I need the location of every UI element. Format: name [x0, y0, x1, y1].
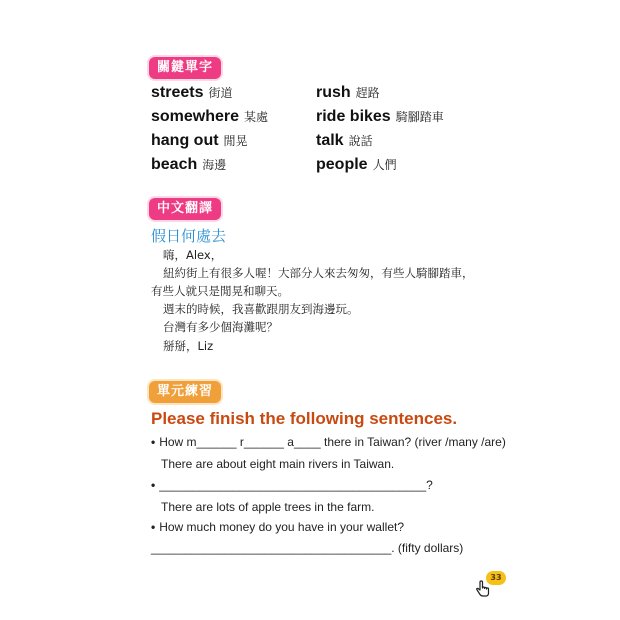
vocab-meaning: 某處 — [244, 110, 269, 124]
bullet: • — [151, 520, 156, 534]
vocab-item — [151, 130, 248, 154]
vocab-item — [151, 106, 268, 130]
vocab-meaning: 趕路 — [355, 86, 380, 100]
vocab-word: streets — [151, 84, 204, 101]
vocab-word: people — [316, 156, 368, 173]
vocab-word: talk — [316, 132, 344, 149]
vocab-section-label: 關鍵單字 — [149, 57, 221, 79]
bullet: • — [151, 478, 156, 492]
translation-line: 紐約街上有很多人喔！大部分人來去匆匆，有些人騎腳踏車， — [163, 266, 474, 280]
translation-line: 有些人就只是閒晃和聊天。 — [151, 284, 289, 298]
translation-line: 嗨，Alex， — [163, 248, 223, 262]
vocab-meaning: 說話 — [348, 134, 373, 148]
translation-section-label: 中文翻譯 — [149, 198, 221, 220]
vocab-meaning: 街道 — [208, 86, 233, 100]
vocab-word: rush — [316, 84, 351, 101]
vocab-word: hang out — [151, 132, 219, 149]
exercise-answer: ____________________________________. (fifty dollars) — [151, 541, 464, 555]
translation-line: 週末的時候，我喜歡跟朋友到海邊玩。 — [163, 302, 359, 316]
vocab-word: somewhere — [151, 108, 240, 125]
exercise-question — [151, 520, 404, 534]
question-text: ________________________________________? — [159, 478, 433, 492]
translation-line: 台灣有多少個海灘呢？ — [163, 320, 278, 334]
vocab-item — [316, 82, 380, 106]
vocab-meaning: 閒晃 — [223, 134, 248, 148]
vocab-word: ride bikes — [316, 108, 391, 125]
vocab-meaning: 人們 — [372, 158, 397, 172]
translation-line: 掰掰，Liz — [163, 339, 214, 353]
page-number: 33 — [486, 571, 506, 585]
exercise-title: Please finish the following sentences. — [151, 409, 458, 428]
vocab-meaning: 海邊 — [202, 158, 227, 172]
translation-title: 假日何處去 — [151, 227, 227, 245]
vocab-item — [316, 130, 373, 154]
question-text: How m______ r______ a____ there in Taiwan? (river /many /are) — [159, 435, 506, 449]
bullet: • — [151, 435, 156, 449]
exercise-question — [151, 478, 433, 492]
exercise-section-label: 單元練習 — [149, 381, 221, 403]
exercise-question — [151, 435, 506, 449]
exercise-answer: There are lots of apple trees in the farm. — [161, 500, 375, 514]
pointing-hand-icon — [474, 580, 492, 598]
vocab-item — [151, 82, 233, 106]
exercise-answer: There are about eight main rivers in Taiwan. — [161, 457, 395, 471]
question-text: How much money do you have in your wallet? — [159, 520, 404, 534]
vocab-meaning: 騎腳踏車 — [395, 110, 444, 124]
vocab-item — [316, 106, 444, 130]
vocab-word: beach — [151, 156, 198, 173]
vocab-item — [316, 154, 397, 178]
vocab-item — [151, 154, 226, 178]
